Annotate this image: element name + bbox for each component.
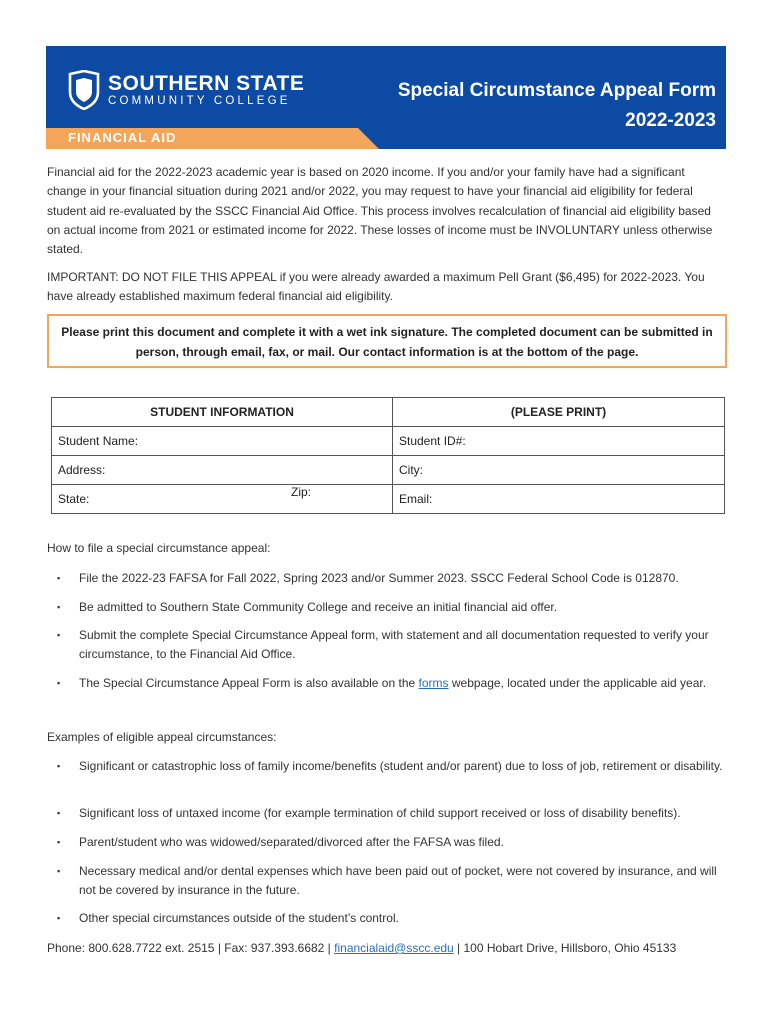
bullet-icon: ▪ [57,602,61,612]
table-row [52,427,725,456]
bullet-icon: ▪ [57,573,61,583]
footer-address: | 100 Hobart Drive, Hillsboro, Ohio 45133 [453,941,677,955]
list-item [47,569,727,588]
shield-icon [68,70,100,110]
list-item [47,862,727,900]
list-item-text [79,674,727,693]
email-field[interactable]: Email: [393,485,725,514]
list-item [47,833,727,852]
print-notice-box: Please print this document and complete it with a wet ink signature. The completed document can be submitted in person, through email, fax, or mail. Our contact information is at the bottom of the page. [47,314,727,368]
list-item-text: Necessary medical and/or dental expenses which have been paid out of pocket, were not covered by insurance, and will not be covered by insurance in the future. [79,864,717,897]
item4-text-before: The Special Circumstance Appeal Form is also available on the [79,676,419,690]
table-header-student-info: STUDENT INFORMATION [52,398,393,427]
student-id-field[interactable]: Student ID#: [393,427,725,456]
list-item-text: Other special circumstances outside of the student’s control. [79,911,399,925]
bullet-icon: ▪ [57,808,61,818]
table-row [52,456,725,485]
header-banner [46,46,726,149]
examples-heading: Examples of eligible appeal circumstances: [47,730,277,744]
list-item-text: Be admitted to Southern State Community College and receive an initial financial aid offer. [79,600,558,614]
list-item-text: Submit the complete Special Circumstance Appeal form, with statement and all documentation requested to verify your circumstance, to the Financial Aid Office. [79,628,709,661]
table-header-row [52,398,725,427]
form-title-year: 2022-2023 [625,110,716,131]
bullet-icon: ▪ [57,630,61,640]
list-item-text: Significant or catastrophic loss of family income/benefits (student and/or parent) due to loss of job, retirement or disability. [79,759,723,773]
list-item [47,909,727,928]
howto-heading: How to file a special circumstance appeal: [47,541,271,555]
logo-sub-text: COMMUNITY COLLEGE [108,95,291,107]
important-paragraph: IMPORTANT: DO NOT FILE THIS APPEAL if you were already awarded a maximum Pell Grant ($6,495) for 2022-2023. You have already established maximum federal financial aid eligibility. [47,270,705,304]
bullet-icon: ▪ [57,678,61,688]
form-title [398,76,716,136]
college-logo [68,70,304,110]
footer-phone-fax: Phone: 800.628.7722 ext. 2515 | Fax: 937.393.6682 | [47,941,335,955]
bullet-icon: ▪ [57,913,61,923]
contact-footer [47,941,727,955]
list-item-text: Parent/student who was widowed/separated/divorced after the FAFSA was filed. [79,835,504,849]
bullet-icon: ▪ [57,837,61,847]
intro-paragraph: Financial aid for the 2022-2023 academic year is based on 2020 income. If you and/or your family have had a significant change in your financial situation during 2021 and/or 2022, you may request to have your financial aid eligibility for federal student aid re-evaluated by the SSCC Financial Aid Office. This process involves recalculation of financial aid eligibility based on actual income from 2021 or estimated income for 2022. These losses of income must be INVOLUNTARY unless otherwise stated. [47,165,713,257]
section-label: FINANCIAL AID [68,130,177,145]
item4-text-after: webpage, located under the applicable aid year. [448,676,707,690]
address-field[interactable]: Address: [52,456,393,485]
list-item-text: File the 2022-23 FAFSA for Fall 2022, Spring 2023 and/or Summer 2023. SSCC Federal School Code is 012870. [79,571,679,585]
list-item [47,674,727,693]
bullet-icon: ▪ [57,866,61,876]
logo-main-text: SOUTHERN STATE [108,72,305,95]
bullet-icon: ▪ [57,761,61,771]
list-item-text: Significant loss of untaxed income (for example termination of child support received or loss of disability benefits). [79,806,681,820]
financial-aid-email-link[interactable]: financialaid@sscc.edu [334,941,454,955]
list-item [47,757,727,776]
city-field[interactable]: City: [393,456,725,485]
student-name-field[interactable]: Student Name: [52,427,393,456]
state-zip-cell[interactable] [52,485,393,514]
zip-field[interactable]: Zip: [291,485,312,499]
list-item [47,626,727,664]
state-field[interactable]: State: [58,492,90,506]
list-item [47,598,727,617]
form-title-line1: Special Circumstance Appeal Form [397,80,716,101]
table-header-please-print: (PLEASE PRINT) [393,398,725,427]
table-row [52,485,725,514]
list-item [47,804,727,823]
student-info-table [51,397,725,514]
forms-link[interactable]: forms [418,676,449,690]
